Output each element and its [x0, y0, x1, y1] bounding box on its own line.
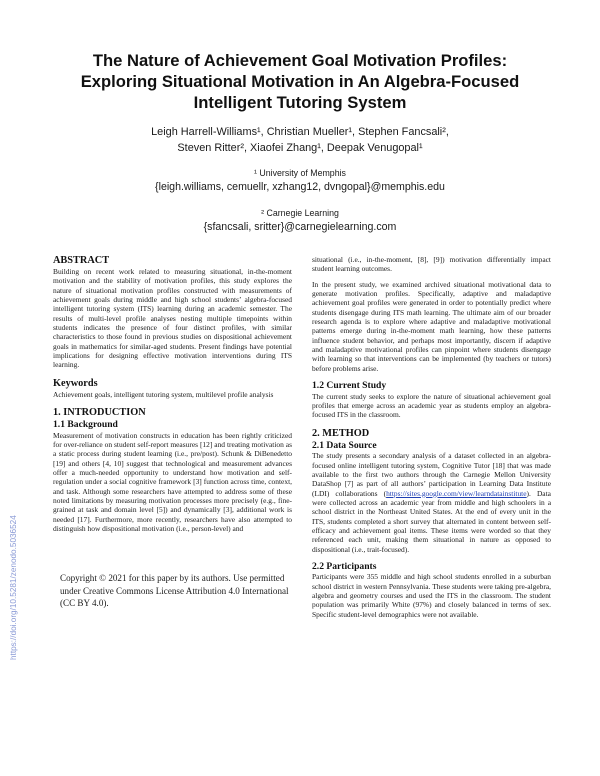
doi-side-stamp: https://doi.org/10.5281/zenodo.5036524: [9, 515, 18, 660]
background-heading: 1.1 Background: [53, 419, 118, 431]
left-column: [53, 255, 292, 533]
author-list: [60, 124, 540, 156]
participants-heading: 2.2 Participants: [312, 560, 377, 572]
paragraph-present-study: In the present study, we examined archived situational motivational data to generate motivation profiles. Specifically, adaptive and maladaptive achievement goal profiles were generated in order to potentially predict where students disengage during ITS math learning. The ultimate aim of our broader research agenda is to explore where adaptive and maladaptive motivational patterns emerge during in-the-moment math learning, how these patterns influence student behavior, and perhaps most importantly, discern if adaptive and maladaptive motivational profiles can pinpoint where students disengage with learning so that interventions can be implemented (by teachers or tutors) before problems arise.: [312, 279, 551, 373]
affiliation-carnegie: [60, 206, 540, 235]
background-text: Measurement of motivation constructs in education has been rightly criticized for over-reliance on student self-report measures [12] and treating motivation as a static process during student learning (i.e., pre/post). Schunk & DiBenedetto [19] and others [4, 10] suggest that technological and measurement advances offer a much-needed opportunity to understand how motivation and self-regulation under a social cognitive framework [3] function across time, context, and task. Although some researchers have attempted to address some of these noted limitations by measuring motivation processes more precisely (e.g., fine-grained at task and domain level [5]) and dynamically [3], additional work is needed [17]. Furthermore, more recently, researchers have also attempted to distinguish how dispositional motivation (i.e., person-level) and: [53, 430, 292, 534]
right-column: [312, 255, 551, 619]
method-heading: 2. METHOD: [312, 427, 370, 439]
ldi-link[interactable]: https://sites.google.com/view/learndatainstitute: [386, 488, 527, 498]
data-source-heading: 2.1 Data Source: [312, 439, 377, 451]
affiliation-name: ¹ University of Memphis: [254, 168, 346, 178]
paragraph-continuation: situational (i.e., in-the-moment, [8], [9]) motivation differentially impact student learning outcomes.: [312, 255, 551, 274]
abstract-text: Building on recent work related to measuring situational, in-the-moment motivation and the stability of motivation profiles, this study explores the nature of situational motivation profiles constructed with measurements of achievement goals during middle and high school students’ algebra-focused intelligent tutoring system (ITS) learning during an academic semester. The results of multi-level profile analyses nesting multiple timepoints within students indicates the presence of four distinct profiles, with similar characteristics to those found in previous studies on dispositional achievement goals in mathematics for similar-aged students. Present findings have potential implications for designing effective motivation interventions during ITS learning.: [53, 267, 292, 370]
affiliation-name: ² Carnegie Learning: [261, 208, 339, 218]
title-line: Intelligent Tutoring System: [193, 93, 407, 112]
keywords-heading: Keywords: [53, 377, 98, 389]
copyright-notice: Copyright © 2021 for this paper by its authors. Use permitted under Creative Commons License Attribution 4.0 International (CC BY 4.0).: [60, 573, 289, 609]
current-study-text: The current study seeks to explore the nature of situational achievement goal profiles that emerge across an academic year as students employ an algebra-focused ITS in the classroom.: [312, 391, 551, 420]
data-source-text-start: The study presents a secondary analysis of a dataset collected in an algebra-focused online intelligent tutoring system, Cognitive Tutor [18] that was made available to the first two authors through the Carnegie Mellon University DataShop [7] as part of all authors’ participation in Learning Data Institute (LDI) collaborations (: [312, 451, 551, 498]
data-source-text: [312, 451, 551, 554]
author-line: Steven Ritter², Xiaofei Zhang¹, Deepak Venugopal¹: [177, 142, 423, 154]
affiliation-memphis: [60, 166, 540, 195]
title-line: Exploring Situational Motivation in An Algebra-Focused: [80, 72, 520, 91]
keywords-text: Achievement goals, intelligent tutoring system, multilevel profile analysis: [53, 389, 274, 399]
data-source-text-end: ). Data were collected across an academic year from middle and high schoolers in a school district in the Northeast United States. At the end of every unit in the ITS, students completed a short survey that alternated in content between self-efficacy and achievement goal items. These items were worded so that they referenced each unit, making them situational in nature as opposed to dispositional (i.e., trait-focused).: [312, 488, 551, 554]
affiliation-email: {sfancsali, sritter}@carnegielearning.com: [203, 221, 397, 233]
current-study-heading: 1.2 Current Study: [312, 380, 387, 392]
paper-title: [40, 50, 560, 113]
title-line: The Nature of Achievement Goal Motivation Profiles:: [92, 51, 508, 70]
abstract-heading: ABSTRACT: [53, 255, 110, 266]
author-line: Leigh Harrell-Williams¹, Christian Mueller¹, Stephen Fancsali²,: [151, 126, 449, 138]
participants-text: Participants were 355 middle and high school students enrolled in a suburban school district in western Pennsylvania. These students were taking pre-algebra, algebra and geometry courses and used the ITS in the classroom. The student population was primarily White (97%) and closely balanced in terms of sex. Specific student-level demographics were not available.: [312, 572, 551, 619]
introduction-heading: 1. INTRODUCTION: [53, 407, 146, 419]
affiliation-email: {leigh.williams, cemuellr, xzhang12, dvngopal}@memphis.edu: [155, 181, 445, 193]
